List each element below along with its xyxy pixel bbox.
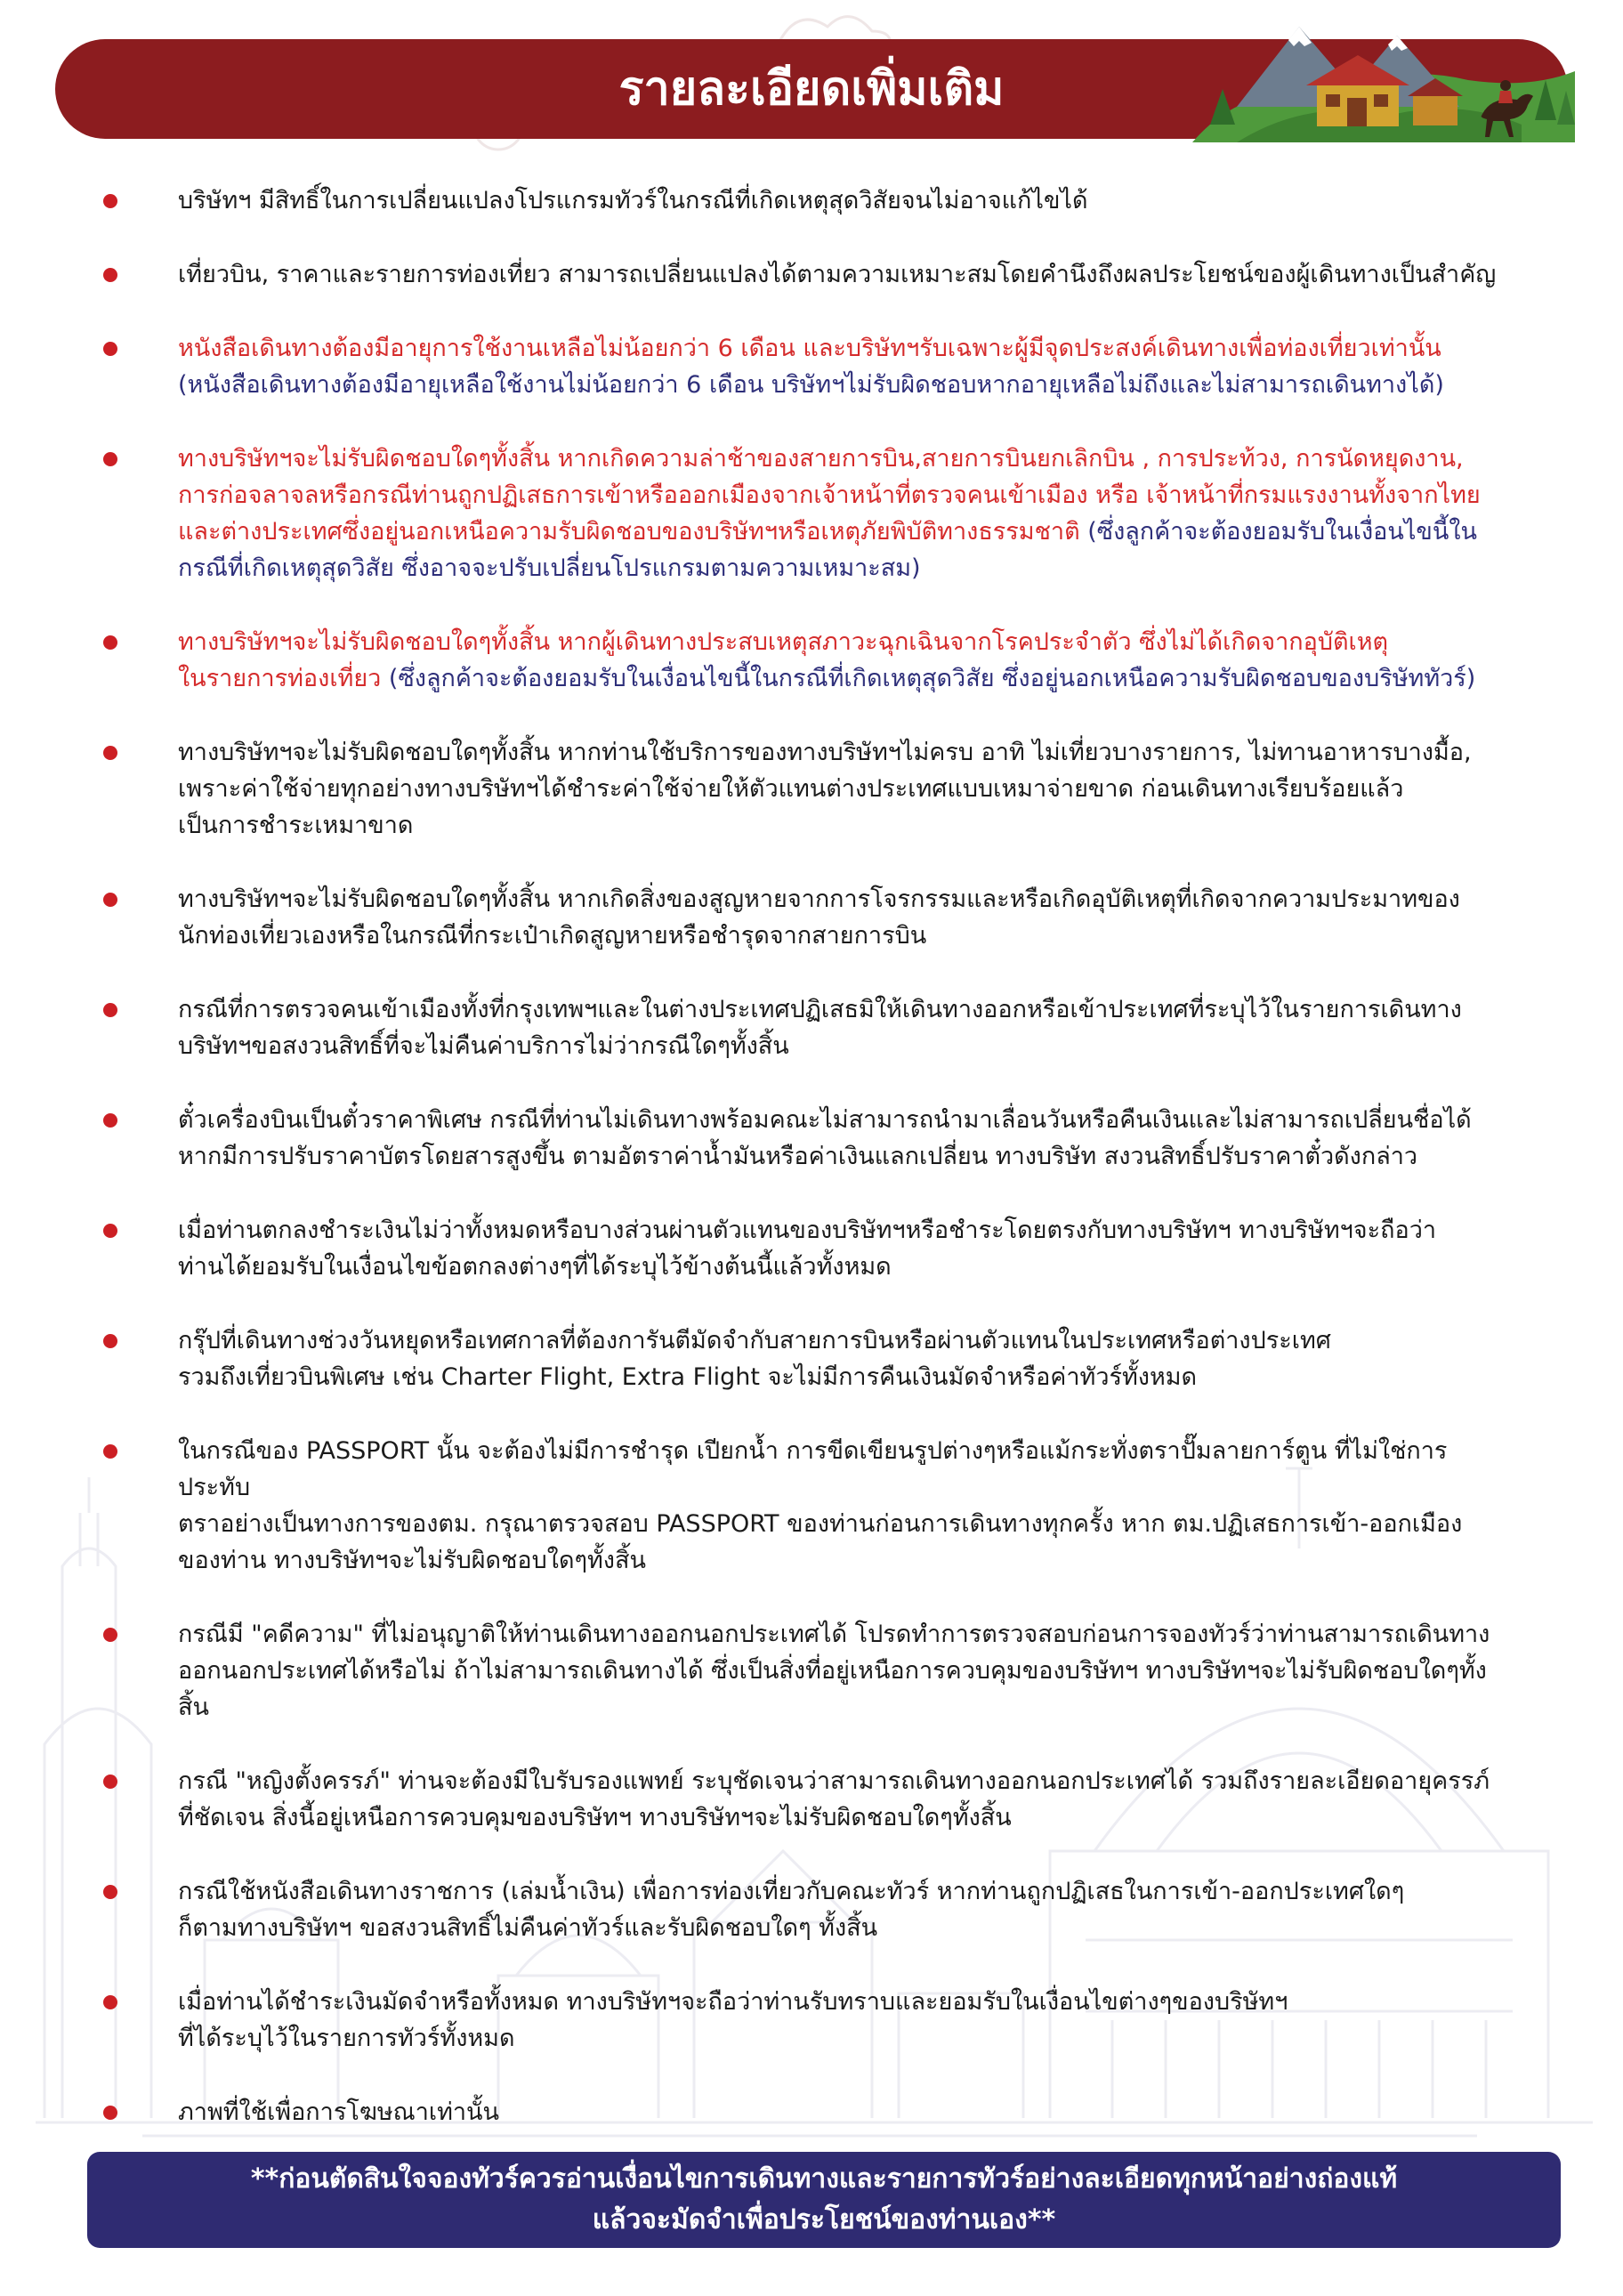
- term-line: [178, 1763, 1504, 1799]
- term-text: ก็ตามทางบริษัทฯ ขอสงวนสิทธิ์ไม่คืนค่าทัวร์และรับผิดชอบใดๆ ทั้งสิ้น: [178, 1914, 878, 1942]
- term-line: [178, 1138, 1504, 1175]
- term-text: การก่อจลาจลหรือกรณีท่านถูกปฏิเสธการเข้าหรือออกเมืองจากเจ้าหน้าที่ตรวจคนเข้าเมือง หรือ เจ้าหน้าที่กรมแรงงานทั้งจากไทย: [178, 481, 1481, 509]
- footer-note-banner: [87, 2152, 1561, 2248]
- term-text-tail: (ซึ่งลูกค้าจะต้องยอมรับในเงื่อนไขนี้ในกรณีที่เกิดเหตุสุดวิสัย ซึ่งอยู่นอกเหนือความรับผิดชอบของบริษัททัวร์): [381, 665, 1476, 692]
- list-item: [98, 1102, 1504, 1175]
- term-line: [178, 918, 1504, 954]
- term-text: ตราอย่างเป็นทางการของตม. กรุณาตรวจสอบ PASSPORT ของท่านก่อนการเดินทางทุกครั้ง หาก ตม.ปฏิเสธการเข้า-ออกเมือง: [178, 1510, 1463, 1538]
- term-text: ที่ได้ระบุไว้ในรายการทัวร์ทั้งหมด: [178, 2025, 515, 2052]
- list-item: [98, 330, 1504, 403]
- list-item: [98, 1984, 1504, 2057]
- footer-note-line-1: **ก่อนตัดสินใจจองทัวร์ควรอ่านเงื่อนไขการเดินทางและรายการทัวร์อย่างละเอียดทุกหน้าอย่างถ่องแท้: [250, 2163, 1398, 2195]
- red-dot-bullet-icon: [103, 194, 117, 208]
- list-item: [98, 182, 1504, 219]
- red-dot-bullet-icon: [103, 1003, 117, 1017]
- term-line: [178, 1799, 1504, 1836]
- list-item: [98, 2094, 1504, 2130]
- term-line: [178, 1542, 1504, 1579]
- term-text: กรณีที่การตรวจคนเข้าเมืองทั้งที่กรุงเทพฯและในต่างประเทศปฏิเสธมิให้เดินทางออกหรือเข้าประเทศที่ระบุไว้ในรายการเดินทาง: [178, 996, 1462, 1023]
- term-line: [178, 441, 1504, 477]
- red-dot-bullet-icon: [103, 1334, 117, 1348]
- list-item: [98, 1322, 1504, 1395]
- term-text: กรณีใช้หนังสือเดินทางราชการ (เล่มน้ำเงิน) เพื่อการท่องเที่ยวกับคณะทัวร์ หากท่านถูกปฏิเสธในการเข้า-ออกประเทศใดๆ: [178, 1878, 1405, 1905]
- term-line: [178, 1433, 1504, 1506]
- term-text: เมื่อท่านได้ชำระเงินมัดจำหรือทั้งหมด ทางบริษัทฯจะถือว่าท่านรับทราบและยอมรับในเงื่อนไขต่างๆของบริษัทฯ: [178, 1988, 1288, 2016]
- term-line: [178, 182, 1504, 219]
- red-dot-bullet-icon: [103, 1775, 117, 1789]
- term-text: กรณีที่เกิดเหตุสุดวิสัย ซึ่งอาจจะปรับเปลี่ยนโปรแกรมตามความเหมาะสม): [178, 554, 921, 582]
- term-line: [178, 881, 1504, 918]
- term-line: [178, 1506, 1504, 1542]
- term-text: ในรายการท่องเที่ยว: [178, 665, 382, 692]
- term-line: [178, 1653, 1504, 1726]
- term-text: และต่างประเทศซึ่งอยู่นอกเหนือความรับผิดชอบของบริษัทฯหรือเหตุภัยพิบัติทางธรรมชาติ: [178, 518, 1080, 546]
- red-dot-bullet-icon: [103, 452, 117, 466]
- term-text: บริษัทฯขอสงวนสิทธิ์ที่จะไม่คืนค่าบริการไม่ว่ากรณีใดๆทั้งสิ้น: [178, 1032, 789, 1060]
- terms-list: [98, 182, 1504, 2168]
- term-line: [178, 1249, 1504, 1285]
- red-dot-bullet-icon: [103, 1224, 117, 1238]
- term-line: [178, 550, 1504, 586]
- red-dot-bullet-icon: [103, 893, 117, 907]
- term-text: กรณีมี "คดีความ" ที่ไม่อนุญาติให้ท่านเดินทางออกนอกประเทศได้ โปรดทำการตรวจสอบก่อนการจองทัวร์ว่าท่านสามารถเดินทาง: [178, 1621, 1490, 1648]
- red-dot-bullet-icon: [103, 635, 117, 650]
- term-line: [178, 624, 1504, 660]
- term-text: ตั๋วเครื่องบินเป็นตั๋วราคาพิเศษ กรณีที่ท่านไม่เดินทางพร้อมคณะไม่สามารถนำมาเลื่อนวันหรือคืนเงินและไม่สามารถเปลี่ยนชื่อได้: [178, 1106, 1472, 1134]
- list-item: [98, 1763, 1504, 1836]
- term-line: [178, 1873, 1504, 1910]
- page-title: รายละเอียดเพิ่มเติม: [618, 62, 1005, 116]
- term-text: ท่านได้ยอมรับในเงื่อนไขข้อตกลงต่างๆที่ได้ระบุไว้ข้างต้นนี้แล้วทั้งหมด: [178, 1253, 892, 1281]
- list-item: [98, 1433, 1504, 1579]
- term-line: [178, 2094, 1504, 2130]
- term-line: [178, 1102, 1504, 1138]
- term-line: [178, 807, 1504, 844]
- term-text: กรุ๊ปที่เดินทางช่วงวันหยุดหรือเทศกาลที่ต้องการันตีมัดจำกับสายการบินหรือผ่านตัวแทนในประเทศหรือต่างประเทศ: [178, 1327, 1331, 1354]
- term-text: นักท่องเที่ยวเองหรือในกรณีที่กระเป๋าเกิดสูญหายหรือชำรุดจากสายการบิน: [178, 922, 927, 950]
- list-item: [98, 881, 1504, 954]
- list-item: [98, 256, 1504, 293]
- term-line: [178, 1984, 1504, 2020]
- term-line: [178, 1910, 1504, 1946]
- list-item: [98, 991, 1504, 1064]
- red-dot-bullet-icon: [103, 1113, 117, 1128]
- term-text: ทางบริษัทฯจะไม่รับผิดชอบใดๆทั้งสิ้น หากผู้เดินทางประสบเหตุสภาวะฉุกเฉินจากโรคประจำตัว ซึ่งไม่ได้เกิดจากอุบัติเหตุ: [178, 628, 1389, 656]
- list-item: [98, 441, 1504, 586]
- term-text: หนังสือเดินทางต้องมีอายุการใช้งานเหลือไม่น้อยกว่า 6 เดือน และบริษัทฯรับเฉพาะผู้มีจุดประสงค์เดินทางเพื่อท่องเที่ยวเท่านั้น: [178, 335, 1441, 362]
- term-line: [178, 330, 1504, 367]
- term-line: [178, 477, 1504, 513]
- term-text: บริษัทฯ มีสิทธิ์ในการเปลี่ยนแปลงโปรแกรมทัวร์ในกรณีที่เกิดเหตุสุดวิสัยจนไม่อาจแก้ไขได้: [178, 187, 1088, 214]
- term-text: ในกรณีของ PASSPORT นั้น จะต้องไม่มีการชำรุด เปียกน้ำ การขีดเขียนรูปต่างๆหรือแม้กระทั่งตราปั๊มลายการ์ตูน ที่ไม่ใช่การประทับ: [178, 1437, 1448, 1501]
- term-text: กรณี "หญิงตั้งครรภ์" ท่านจะต้องมีใบรับรองแพทย์ ระบุชัดเจนว่าสามารถเดินทางออกนอกประเทศได้ รวมถึงรายละเอียดอายุครรภ์: [178, 1767, 1490, 1795]
- list-item: [98, 1212, 1504, 1285]
- term-text: หากมีการปรับราคาบัตรโดยสารสูงขึ้น ตามอัตราค่าน้ำมันหรือค่าเงินแลกเปลี่ยน ทางบริษัท สงวนสิทธิ์ปรับราคาตั๋วดังกล่าว: [178, 1143, 1418, 1170]
- red-dot-bullet-icon: [103, 746, 117, 760]
- term-line: [178, 2020, 1504, 2057]
- term-text: เมื่อท่านตกลงชำระเงินไม่ว่าทั้งหมดหรือบางส่วนผ่านตัวแทนของบริษัทฯหรือชำระโดยตรงกับทางบริษัทฯ ทางบริษัทฯจะถือว่า: [178, 1217, 1437, 1244]
- list-item: [98, 734, 1504, 844]
- list-item: [98, 1616, 1504, 1726]
- term-text: ออกนอกประเทศได้หรือไม่ ถ้าไม่สามารถเดินทางได้ ซึ่งเป็นสิ่งที่อยู่เหนือการควบคุมของบริษัทฯ ทางบริษัทฯจะไม่รับผิดชอบใดๆทั้งสิ้น: [178, 1657, 1487, 1721]
- term-line: [178, 367, 1504, 403]
- term-line: [178, 771, 1504, 807]
- term-line: [178, 660, 1504, 697]
- red-dot-bullet-icon: [103, 1885, 117, 1899]
- term-line: [178, 1212, 1504, 1249]
- list-item: [98, 624, 1504, 697]
- red-dot-bullet-icon: [103, 1628, 117, 1642]
- term-text: รวมถึงเที่ยวบินพิเศษ เช่น Charter Flight, Extra Flight จะไม่มีการคืนเงินมัดจำหรือค่าทัวร์ทั้งหมด: [178, 1363, 1198, 1391]
- term-line: [178, 256, 1504, 293]
- term-text: เที่ยวบิน, ราคาและรายการท่องเที่ยว สามารถเปลี่ยนแปลงได้ตามความเหมาะสมโดยคำนึงถึงผลประโยชน์ของผู้เดินทางเป็นสำคัญ: [178, 261, 1497, 288]
- red-dot-bullet-icon: [103, 268, 117, 282]
- term-line: [178, 1616, 1504, 1653]
- term-line: [178, 991, 1504, 1028]
- term-line: [178, 1359, 1504, 1395]
- term-line: [178, 734, 1504, 771]
- red-dot-bullet-icon: [103, 2106, 117, 2120]
- term-line: [178, 513, 1504, 550]
- term-text: ทางบริษัทฯจะไม่รับผิดชอบใดๆทั้งสิ้น หากเกิดความล่าช้าของสายการบิน,สายการบินยกเลิกบิน , การประท้วง, การนัดหยุดงาน,: [178, 445, 1464, 473]
- footer-note-line-2: แล้วจะมัดจำเพื่อประโยชน์ของท่านเอง**: [592, 2204, 1056, 2235]
- red-dot-bullet-icon: [103, 342, 117, 356]
- term-text: (หนังสือเดินทางต้องมีอายุเหลือใช้งานไม่น้อยกว่า 6 เดือน บริษัทฯไม่รับผิดชอบหากอายุเหลือไม่ถึงและไม่สามารถเดินทางได้): [178, 371, 1444, 399]
- red-dot-bullet-icon: [103, 1444, 117, 1459]
- term-text-tail: (ซึ่งลูกค้าจะต้องยอมรับในเงื่อนไขนี้ใน: [1079, 518, 1477, 546]
- term-line: [178, 1322, 1504, 1359]
- mountain-village-horse-rider-icon: [1183, 9, 1584, 142]
- term-text: ภาพที่ใช้เพื่อการโฆษณาเท่านั้น: [178, 2098, 499, 2126]
- term-text: เป็นการชำระเหมาขาด: [178, 812, 414, 839]
- term-text: ของท่าน ทางบริษัทฯจะไม่รับผิดชอบใดๆทั้งสิ้น: [178, 1547, 646, 1574]
- term-text: ทางบริษัทฯจะไม่รับผิดชอบใดๆทั้งสิ้น หากเกิดสิ่งของสูญหายจากการโจรกรรมและหรือเกิดอุบัติเหตุที่เกิดจากความประมาทของ: [178, 885, 1460, 913]
- term-line: [178, 1028, 1504, 1064]
- term-text: ที่ชัดเจน สิ่งนี้อยู่เหนือการควบคุมของบริษัทฯ ทางบริษัทฯจะไม่รับผิดชอบใดๆทั้งสิ้น: [178, 1804, 1012, 1831]
- term-text: เพราะค่าใช้จ่ายทุกอย่างทางบริษัทฯได้ชำระค่าใช้จ่ายให้ตัวแทนต่างประเทศแบบเหมาจ่ายขาด ก่อนเดินทางเรียบร้อยแล้ว: [178, 775, 1404, 803]
- term-text: ทางบริษัทฯจะไม่รับผิดชอบใดๆทั้งสิ้น หากท่านใช้บริการของทางบริษัทฯไม่ครบ อาทิ ไม่เที่ยวบางรายการ, ไม่ทานอาหารบางมื้อ,: [178, 739, 1472, 766]
- list-item: [98, 1873, 1504, 1946]
- red-dot-bullet-icon: [103, 1995, 117, 2009]
